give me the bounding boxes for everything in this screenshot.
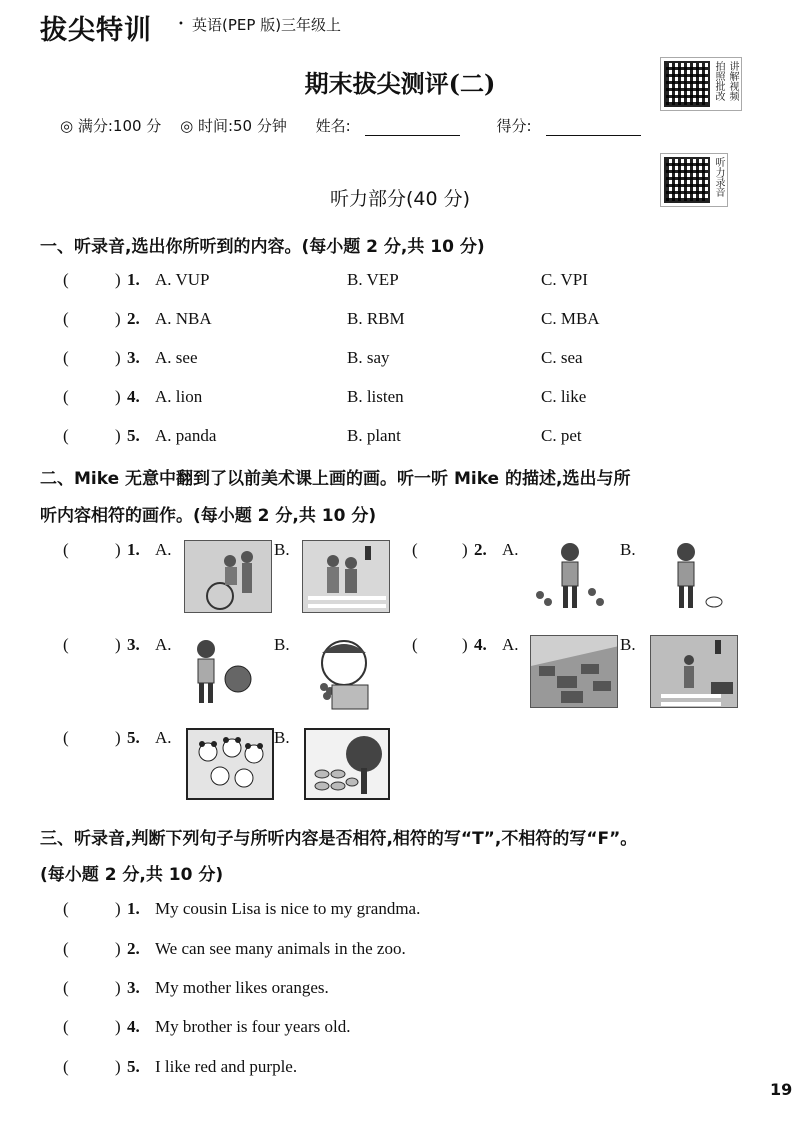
section1-item-4 (55, 387, 755, 409)
section1-item-3 (55, 348, 755, 370)
section3-item-1 (55, 899, 755, 921)
answer-paren-close: ) (115, 540, 121, 559)
separator-dot: • (178, 19, 184, 30)
full-score: ◎ 满分:100 分 (60, 117, 162, 135)
answer-paren-open[interactable]: ( (63, 728, 69, 747)
answer-paren-open[interactable]: ( (412, 635, 418, 654)
answer-paren-close: ) (115, 939, 121, 958)
option-a: A. panda (155, 426, 217, 445)
picture-pedestrian-crossing[interactable] (650, 635, 738, 708)
answer-paren-open[interactable]: ( (63, 939, 69, 958)
picture-tree-pigs[interactable] (304, 728, 390, 800)
answer-paren-open[interactable]: ( (63, 978, 69, 997)
section3-item-3 (55, 978, 755, 1000)
item-number: 4. (127, 387, 140, 406)
answer-paren-close: ) (115, 899, 121, 918)
picture-crosswalk[interactable] (302, 540, 390, 613)
page-number: 19 (770, 1080, 793, 1099)
statement-text: My brother is four years old. (155, 1017, 351, 1036)
statement-text: My cousin Lisa is nice to my grandma. (155, 899, 421, 918)
statement-text: I like red and purple. (155, 1057, 298, 1076)
picture-boy-grapes[interactable] (302, 635, 382, 710)
listening-title: 听力部分(40 分) (329, 188, 471, 210)
section1-item-5 (55, 426, 755, 448)
section3-title-line2: (每小题 2 分,共 10 分) (40, 865, 224, 885)
answer-paren-open[interactable]: ( (63, 387, 69, 406)
score-label: 得分: (496, 117, 532, 135)
option-c: C. like (541, 387, 587, 406)
option-b: B. listen (347, 387, 404, 406)
item-number: 4. (474, 635, 487, 654)
exam-meta (60, 115, 655, 136)
item-number: 5. (127, 728, 140, 747)
item-number: 2. (474, 540, 487, 559)
option-a: A. lion (155, 387, 203, 406)
option-b-label: B. (274, 728, 290, 747)
boy-with-grapes-illustration (302, 635, 382, 710)
item-number: 2. (127, 309, 140, 328)
option-b: B. RBM (347, 309, 405, 328)
option-a-label: A. (155, 540, 172, 559)
item-number: 1. (127, 540, 140, 559)
option-b-label: B. (274, 540, 290, 559)
answer-paren-open[interactable]: ( (63, 348, 69, 367)
picture-boy-ball[interactable] (186, 635, 256, 707)
boy-with-ball-illustration (186, 635, 256, 707)
option-c: C. sea (541, 348, 583, 367)
option-c: C. MBA (541, 309, 600, 328)
option-a: A. NBA (155, 309, 212, 328)
tree-and-pigs-illustration (306, 730, 388, 798)
option-c: C. pet (541, 426, 582, 445)
item-number: 3. (127, 978, 140, 997)
pandas-illustration (188, 730, 272, 798)
option-a-label: A. (155, 635, 172, 654)
statement-text: We can see many animals in the zoo. (155, 939, 406, 958)
boy-with-bunnies-illustration (530, 540, 610, 615)
answer-paren-close: ) (115, 978, 121, 997)
picture-wheelchair[interactable] (184, 540, 272, 613)
section2-row-3 (0, 728, 800, 808)
answer-paren-close: ) (115, 426, 121, 445)
picture-pandas[interactable] (186, 728, 274, 800)
answer-paren-close: ) (115, 270, 121, 289)
section3-item-2 (55, 939, 755, 961)
answer-paren-close: ) (115, 348, 121, 367)
boy-with-rabbit-illustration (658, 540, 728, 615)
section3-title-line1: 三、听录音,判断下列句子与所听内容是否相符,相符的写“T”,不相符的写“F”。 (40, 829, 638, 849)
wheelchair-illustration (185, 541, 272, 613)
answer-paren-close: ) (115, 635, 121, 654)
section2-title-line1: 二、Mike 无意中翻到了以前美术课上画的画。听一听 Mike 的描述,选出与所 (40, 469, 631, 489)
name-label: 姓名: (315, 117, 351, 135)
option-a-label: A. (155, 728, 172, 747)
qr-code-grading[interactable] (660, 57, 742, 111)
answer-paren-open[interactable]: ( (412, 540, 418, 559)
section2-title-line2: 听内容相符的画作。(每小题 2 分,共 10 分) (40, 506, 377, 526)
option-b-label: B. (274, 635, 290, 654)
pedestrian-crossing-illustration (651, 636, 738, 708)
picture-boy-bunnies[interactable] (530, 540, 610, 615)
item-number: 1. (127, 270, 140, 289)
section3-item-5 (55, 1057, 755, 1079)
item-number: 3. (127, 348, 140, 367)
option-b: B. say (347, 348, 390, 367)
option-a: A. VUP (155, 270, 210, 289)
section2-row-1 (0, 540, 800, 620)
answer-paren-open[interactable]: ( (63, 540, 69, 559)
item-number: 5. (127, 426, 140, 445)
answer-paren-open[interactable]: ( (63, 270, 69, 289)
time-limit: ◎ 时间:50 分钟 (180, 117, 287, 135)
option-b: B. plant (347, 426, 401, 445)
statement-text: My mother likes oranges. (155, 978, 329, 997)
answer-paren-close: ) (115, 309, 121, 328)
item-number: 5. (127, 1057, 140, 1076)
qr-caption-video: 讲解视频 (727, 61, 738, 101)
answer-paren-open[interactable]: ( (63, 309, 69, 328)
item-number: 1. (127, 899, 140, 918)
answer-paren-close: ) (115, 1057, 121, 1076)
answer-paren-open[interactable]: ( (63, 426, 69, 445)
item-number: 4. (127, 1017, 140, 1036)
answer-paren-close: ) (115, 387, 121, 406)
qr-caption-audio: 听力录音 (713, 157, 724, 197)
answer-paren-close: ) (462, 635, 468, 654)
option-c: C. VPI (541, 270, 588, 289)
qr-caption-grading: 拍照批改 (713, 61, 724, 101)
answer-paren-open[interactable]: ( (63, 635, 69, 654)
crosswalk-illustration (303, 541, 390, 613)
picture-boy-rabbit[interactable] (658, 540, 728, 615)
subject-label: 英语(PEP 版)三年级上 (192, 16, 342, 34)
picture-traffic-jam[interactable] (530, 635, 618, 708)
answer-paren-open[interactable]: ( (63, 1017, 69, 1036)
section1-item-2 (55, 309, 755, 331)
section1-item-1 (55, 270, 755, 292)
answer-paren-close: ) (115, 1017, 121, 1036)
option-b: B. VEP (347, 270, 399, 289)
answer-paren-close: ) (462, 540, 468, 559)
option-a-label: A. (502, 540, 519, 559)
answer-paren-close: ) (115, 728, 121, 747)
section1-title: 一、听录音,选出你所听到的内容。(每小题 2 分,共 10 分) (40, 237, 485, 257)
option-b-label: B. (620, 635, 636, 654)
option-b-label: B. (620, 540, 636, 559)
option-a: A. see (155, 348, 198, 367)
name-field[interactable] (365, 135, 460, 136)
item-number: 2. (127, 939, 140, 958)
option-a-label: A. (502, 635, 519, 654)
brand-logo: 拔尖特训 (40, 15, 152, 46)
section3-item-4 (55, 1017, 755, 1039)
traffic-jam-illustration (531, 636, 618, 708)
answer-paren-open[interactable]: ( (63, 899, 69, 918)
answer-paren-open[interactable]: ( (63, 1057, 69, 1076)
item-number: 3. (127, 635, 140, 654)
section2-row-2 (0, 635, 800, 715)
page-title: 期末拔尖测评(二) (304, 69, 496, 98)
qr-code-icon (664, 61, 710, 107)
score-field[interactable] (546, 135, 641, 136)
